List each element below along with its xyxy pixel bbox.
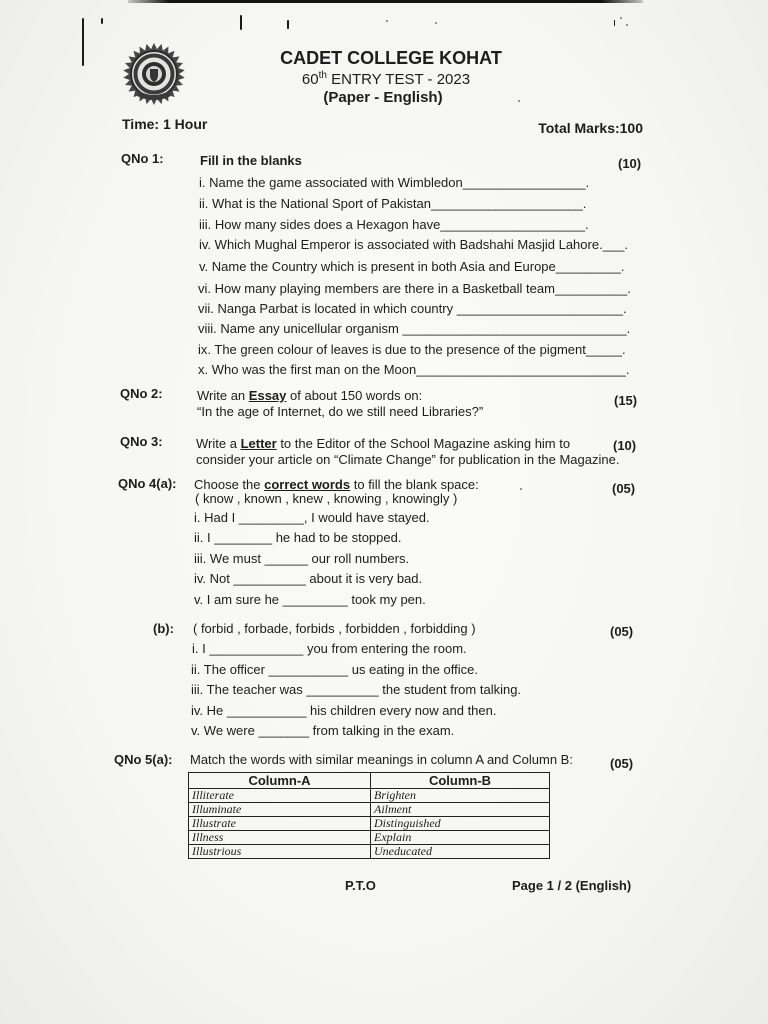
item-text: He ___________ his children every now and then. — [206, 703, 497, 718]
item-number: ix. — [198, 342, 211, 357]
scan-mark — [614, 20, 615, 26]
q3-prompt — [196, 436, 570, 452]
q5a-prompt: Match the words with similar meanings in column A and Column B: — [190, 752, 573, 767]
scan-margin-line — [82, 18, 84, 66]
item-text: We must ______ our roll numbers. — [209, 551, 410, 566]
paper-subject: (Paper - English) — [323, 89, 443, 106]
item-number: x. — [198, 362, 209, 377]
college-crest-icon — [122, 42, 186, 106]
table-header-row — [189, 773, 550, 789]
q5a-marks: (05) — [610, 756, 634, 771]
column-a-cell: Illiterate — [189, 789, 371, 803]
column-b-cell: Distinguished — [371, 817, 550, 831]
test-name: ENTRY TEST - 2023 — [331, 71, 471, 88]
q4b-item — [191, 703, 497, 719]
scan-mark — [240, 15, 242, 30]
q1-item — [198, 321, 630, 337]
item-number: vii. — [198, 301, 214, 316]
column-a-cell: Illuminate — [189, 803, 371, 817]
q4a-item — [194, 551, 409, 567]
page-number: Page 1 / 2 (English) — [512, 878, 632, 893]
q3-label: QNo 3: — [120, 434, 163, 449]
item-number: viii. — [198, 321, 217, 336]
q3-prompt-keyword: Letter — [240, 436, 277, 451]
college-name: CADET COLLEGE KOHAT — [280, 48, 502, 68]
q1-label: QNo 1: — [121, 151, 164, 166]
q4a-prompt-keyword: correct words — [264, 477, 351, 492]
q1-item — [198, 342, 626, 358]
item-text: I ________ he had to be stopped. — [207, 530, 402, 545]
item-text: I am sure he _________ took my pen. — [206, 592, 426, 607]
q4a-prompt-start: Choose the — [194, 477, 261, 492]
q3-marks: (10) — [613, 438, 637, 453]
item-number: iv. — [191, 703, 204, 718]
q4a-word-options: ( know , known , knew , knowing , knowingly ) — [195, 491, 458, 506]
please-turn-over: P.T.O — [345, 878, 376, 893]
item-text: Nanga Parbat is located in which country _______________________. — [217, 301, 627, 316]
column-b-cell: Explain — [371, 831, 550, 845]
scan-top-edge — [128, 0, 643, 3]
item-number: vi. — [198, 281, 211, 296]
q1-item — [198, 281, 631, 297]
q1-marks: (10) — [618, 156, 642, 171]
item-number: iii. — [199, 217, 212, 232]
table-row — [189, 789, 550, 803]
q2-prompt — [197, 388, 422, 404]
item-number: i. — [192, 641, 199, 656]
q4a-label: QNo 4(a): — [118, 476, 177, 491]
item-text: The green colour of leaves is due to the presence of the pigment_____. — [214, 342, 626, 357]
total-marks: Total Marks:100 — [538, 120, 643, 136]
q2-prompt-end: of about 150 words on: — [290, 388, 423, 403]
item-text: Name the Country which is present in both Asia and Europe_________. — [211, 259, 625, 274]
item-number: i. — [199, 175, 206, 190]
table-row — [189, 817, 550, 831]
scan-speck — [520, 488, 522, 490]
q2-prompt-keyword: Essay — [248, 388, 287, 403]
scan-mark — [101, 18, 103, 24]
test-title — [236, 71, 536, 89]
q1-item — [199, 259, 624, 275]
time-allowed: Time: 1 Hour — [122, 116, 208, 132]
item-text: Who was the first man on the Moon_____________________________. — [211, 362, 630, 377]
q1-title: Fill in the blanks — [200, 153, 302, 168]
q3-prompt-end: to the Editor of the School Magazine asking him to — [280, 436, 571, 451]
q4b-item — [191, 723, 454, 739]
item-number: iii. — [191, 682, 204, 697]
item-text: Not __________ about it is very bad. — [209, 571, 423, 586]
q4b-item — [191, 682, 521, 698]
item-number: ii. — [194, 530, 204, 545]
q3-prompt-start: Write a — [196, 436, 237, 451]
item-text: The officer ___________ us eating in the office. — [203, 662, 478, 677]
q2-topic: “In the age of Internet, do we still need Libraries?” — [197, 404, 484, 419]
q4b-label: (b): — [153, 621, 174, 636]
scan-speck — [386, 20, 388, 22]
test-number: 60 — [301, 71, 319, 88]
q4b-word-options: ( forbid , forbade, forbids , forbidden , forbidding ) — [193, 621, 476, 636]
q2-marks: (15) — [614, 393, 638, 408]
q2-prompt-start: Write an — [197, 388, 246, 403]
column-a-cell: Illness — [189, 831, 371, 845]
test-number-suffix: th — [318, 70, 327, 81]
q4b-marks: (05) — [610, 624, 634, 639]
column-b-cell: Uneducated — [371, 845, 550, 859]
item-text: How many playing members are there in a Basketball team__________. — [214, 281, 631, 296]
scan-speck — [435, 22, 437, 24]
q4a-item — [194, 571, 422, 587]
q1-item — [198, 362, 630, 378]
item-number: v. — [194, 592, 204, 607]
q1-item — [198, 301, 627, 317]
q1-item — [199, 237, 628, 253]
column-b-header: Column-B — [371, 773, 550, 789]
q1-item — [199, 175, 589, 191]
item-number: ii. — [191, 662, 201, 677]
q2-label: QNo 2: — [120, 386, 163, 401]
item-number: i. — [194, 510, 201, 525]
item-text: What is the National Sport of Pakistan_____________________. — [212, 196, 587, 211]
item-text: The teacher was __________ the student from talking. — [206, 682, 522, 697]
table-row — [189, 845, 550, 859]
item-number: ii. — [199, 196, 209, 211]
item-text: We were _______ from talking in the exam. — [203, 723, 455, 738]
column-b-cell: Brighten — [371, 789, 550, 803]
q4b-item — [192, 641, 467, 657]
item-number: iii. — [194, 551, 207, 566]
column-b-cell: Ailment — [371, 803, 550, 817]
scan-speck — [626, 24, 628, 26]
table-row — [189, 831, 550, 845]
item-number: iv. — [194, 571, 207, 586]
item-text: Had I _________, I would have stayed. — [204, 510, 430, 525]
match-table — [188, 772, 550, 859]
q1-item — [199, 196, 586, 212]
q4a-item — [194, 592, 426, 608]
scan-mark — [287, 20, 289, 29]
scan-speck — [620, 17, 622, 19]
column-a-header: Column-A — [189, 773, 371, 789]
column-a-cell: Illustrate — [189, 817, 371, 831]
q4a-item — [194, 530, 401, 546]
q1-item — [199, 217, 589, 233]
item-text: How many sides does a Hexagon have____________________. — [214, 217, 589, 232]
item-number: v. — [191, 723, 201, 738]
q4b-item — [191, 662, 478, 678]
q3-prompt-line2: consider your article on “Climate Change” for publication in the Magazine. — [196, 452, 620, 467]
q5a-label: QNo 5(a): — [114, 752, 173, 767]
item-number: v. — [199, 259, 209, 274]
item-text: Name the game associated with Wimbledon_________________. — [209, 175, 590, 190]
crest-graphic — [122, 42, 186, 106]
q4a-item — [194, 510, 430, 526]
item-text: Which Mughal Emperor is associated with Badshahi Masjid Lahore.___. — [214, 237, 628, 252]
item-text: I _____________ you from entering the room. — [202, 641, 467, 656]
q4a-marks: (05) — [612, 481, 636, 496]
column-a-cell: Illustrious — [189, 845, 371, 859]
item-number: iv. — [199, 237, 212, 252]
table-row — [189, 803, 550, 817]
item-text: Name any unicellular organism _______________________________. — [220, 321, 631, 336]
q4a-prompt-end: to fill the blank space: — [353, 477, 479, 492]
